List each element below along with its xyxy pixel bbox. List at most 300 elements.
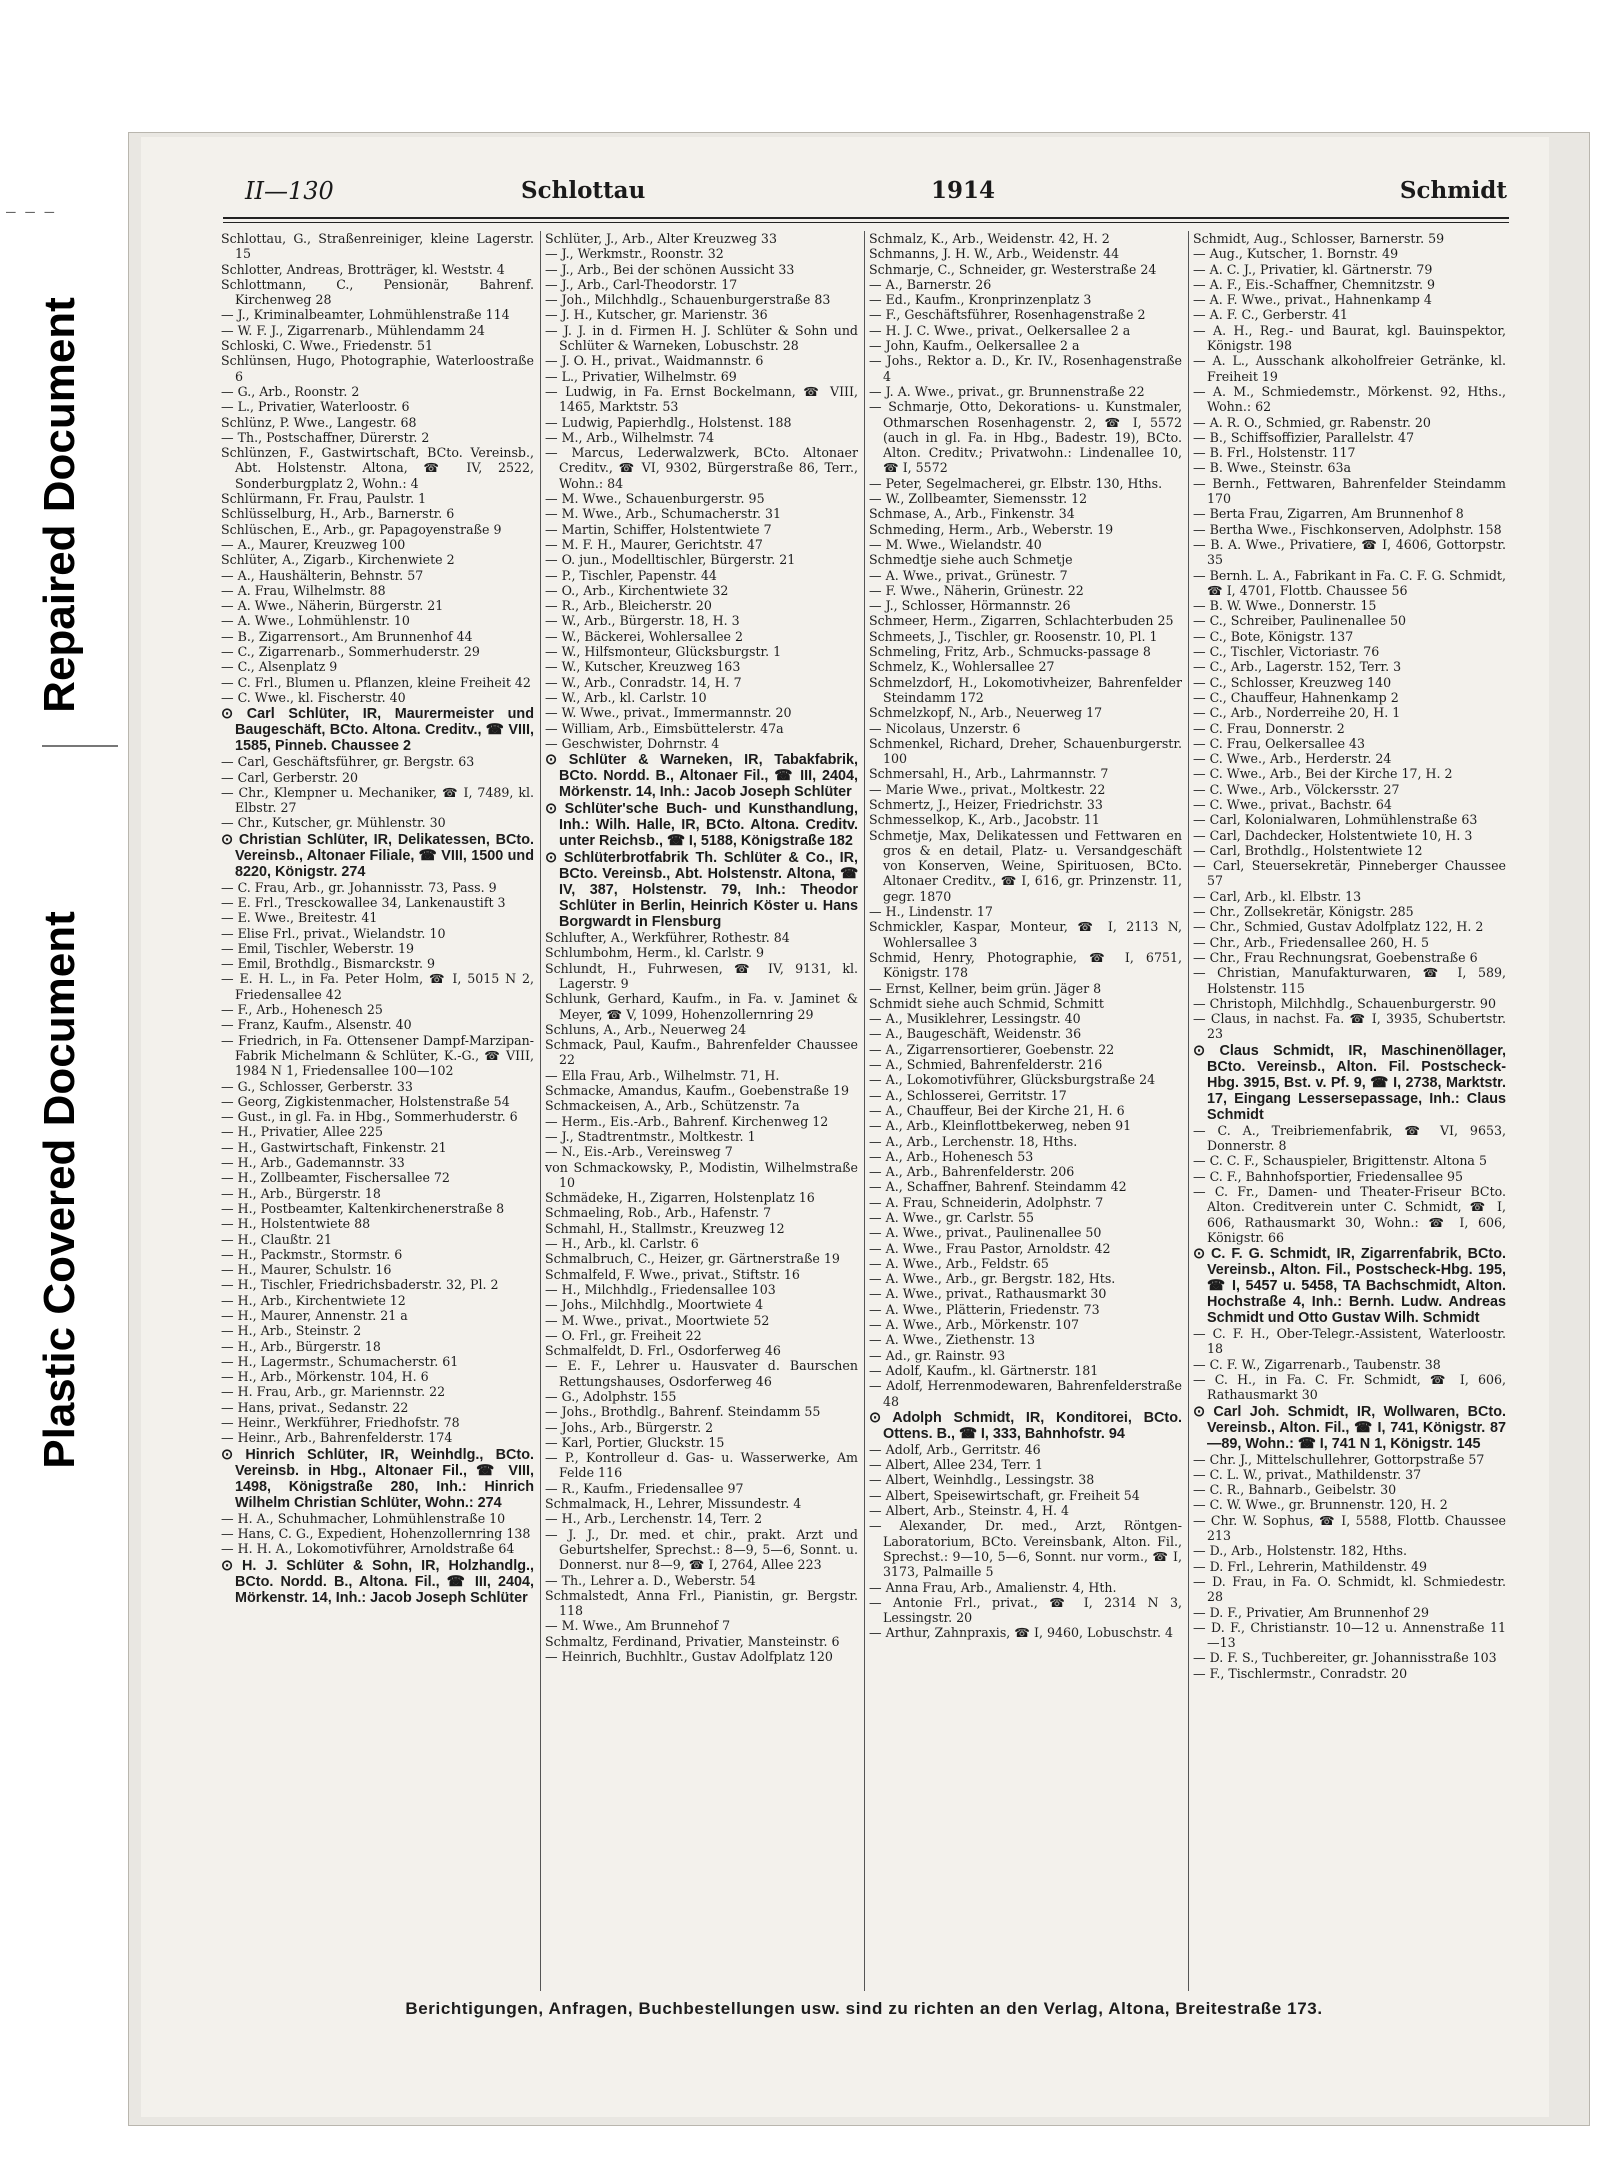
directory-entry: — A. L., Ausschank alkoholfreier Getränke, kl. Freiheit 19 [1193,353,1506,384]
directory-entry: — H., Arb., Bürgerstr. 18 [221,1338,381,1354]
directory-entry: — O. Frl., gr. Freiheit 22 [545,1327,702,1343]
directory-entry: Schmickler, Kaspar, Monteur, ☎ I, 2113 N, Wohlersallee 3 [869,919,1182,950]
directory-entry: — C., Bote, Königstr. 137 [1193,628,1354,644]
directory-entry: — H., Gastwirtschaft, Finkenstr. 21 [221,1139,447,1155]
directory-entry: — Claus, in nachst. Fa. ☎ I, 3935, Schubertstr. 23 [1193,1011,1506,1042]
directory-entry: — Chr., Schmied, Gustav Adolfplatz 122, H. 2 [1193,919,1484,935]
directory-entry: — A. C. J., Privatier, kl. Gärtnerstr. 79 [1193,261,1433,277]
directory-entry: — A., Schmied, Bahrenfelderstr. 216 [869,1057,1103,1073]
directory-entry: — M., Arb., Wilhelmstr. 74 [545,429,715,445]
last-surname: Schmidt [1399,177,1507,204]
directory-entry: — M. F. H., Maurer, Gerichtstr. 47 [545,536,763,552]
strip-dashes: – – – [6,202,55,221]
directory-entry: — R., Kaufm., Friedensallee 97 [545,1480,744,1496]
directory-entry: Schmelzdorf, H., Lokomotivheizer, Bahrenfelder Steindamm 172 [869,674,1182,705]
directory-entry: von Schmackowsky, P., Modistin, Wilhelmstraße 10 [545,1159,858,1190]
directory-entry: — C. Wwe., privat., Bachstr. 64 [1193,796,1392,812]
directory-entry: — C. Frau, Donnerstr. 2 [1193,720,1345,736]
directory-entry: — A. F. C., Gerberstr. 41 [1193,307,1348,323]
directory-entry: — C. A., Treibriemenfabrik, ☎ VI, 9653, Donnerstr. 8 [1193,1122,1506,1154]
directory-entry: — Bernh., Fettwaren, Bahrenfelder Steindamm 170 [1193,475,1506,507]
running-head [221,177,1507,213]
firm-entry: ⊙ Schlüterbrotfabrik Th. Schlüter & Co., IR, BCto. Vereinsb., Abt. Holstenstr. Altona, ☎ IV, 387, Holstenstr. 79, Inh.: Theodor Schlüter in Berlin, Heinrich Köster u. Hans Borgwardt in Flensburg [545,850,858,931]
directory-entry: — Chr., Frau Rechnungsrat, Goebenstraße 6 [1193,949,1478,965]
directory-entry: — E. H. L., in Fa. Peter Holm, ☎ I, 5015 N 2, Friedensallee 42 [221,971,534,1002]
directory-entry: — J., Arb., Bei der schönen Aussicht 33 [545,261,795,277]
directory-entry: — M. Wwe., privat., Moortwiete 52 [545,1312,770,1328]
directory-entry: Schlünz, P. Wwe., Langestr. 68 [221,414,417,430]
directory-entry: — C. F., Bahnhofsportier, Friedensallee 95 [1193,1168,1464,1184]
directory-entry: — Ludwig, in Fa. Ernst Bockelmann, ☎ VIII, 1465, Marktstr. 53 [545,383,858,415]
directory-entry: — Chr., Arb., Friedensallee 260, H. 5 [1193,934,1430,950]
directory-entry: — Heinr., Werkführer, Friedhofstr. 78 [221,1415,460,1431]
directory-entry: — B., Zigarrensort., Am Brunnenhof 44 [221,628,473,644]
directory-entry: — D. Frau, in Fa. O. Schmidt, kl. Schmiedestr. 28 [1193,1573,1506,1605]
directory-entry: — W., Arb., Conradstr. 14, H. 7 [545,674,742,690]
strip-separator [42,745,118,747]
directory-entry: — H., Arb., Bürgerstr. 18 [221,1185,381,1201]
directory-entry: — Marie Wwe., privat., Moltkestr. 22 [869,781,1106,797]
directory-entry: — Christoph, Milchhdlg., Schauenburgerstr. 90 [1193,995,1496,1011]
directory-entry: Schmid, Henry, Photographie, ☎ I, 6751, Königstr. 178 [869,949,1182,981]
directory-entry: — Albert, Arb., Steinstr. 4, H. 4 [869,1503,1069,1519]
repaired-document-label [0,175,120,835]
directory-entry: — P., Tischler, Papenstr. 44 [545,567,717,583]
directory-entry: Schmalstedt, Anna Frl., Pianistin, gr. Bergstr. 118 [545,1587,858,1619]
directory-entry: — H., Lindenstr. 17 [869,904,993,920]
directory-entry: — C., Arb., Norderreihe 20, H. 1 [1193,705,1401,721]
directory-entry: — Chr. J., Mittelschullehrer, Gottorpstraße 57 [1193,1451,1485,1467]
directory-entry: — A. Wwe., Frau Pastor, Arnoldstr. 42 [869,1240,1111,1256]
directory-entry: — Ed., Kaufm., Kronprinzenplatz 3 [869,292,1092,308]
directory-entry: Schmenkel, Richard, Dreher, Schauenburgerstr. 100 [869,735,1182,767]
directory-entry: — John, Kaufm., Oelkersallee 2 a [869,338,1080,354]
directory-entry: — E. Wwe., Breitestr. 41 [221,910,378,926]
header-rule [223,217,1509,219]
directory-entry: Schmarje, C., Schneider, gr. Westerstraße 24 [869,261,1157,277]
directory-entry: — J., Schlosser, Hörmannstr. 26 [869,598,1071,614]
directory-entry: Schmacke, Amandus, Kaufm., Goebenstraße 19 [545,1083,849,1099]
directory-entry: Schlüsselburg, H., Arb., Barnerstr. 6 [221,506,455,522]
directory-entry: Schmack, Paul, Kaufm., Bahrenfelder Chaussee 22 [545,1037,858,1068]
column-divider [540,231,541,1991]
directory-entry: — W., Bäckerei, Wohlersallee 2 [545,628,743,644]
directory-entry: — Ella Frau, Arb., Wilhelmstr. 71, H. [545,1067,780,1083]
directory-entry: Schlumbohm, Herm., kl. Carlstr. 9 [545,945,765,961]
directory-entry: Schlottmann, C., Pensionär, Bahrenf. Kirchenweg 28 [221,276,534,308]
directory-entry: — Heinrich, Buchhltr., Gustav Adolfplatz 120 [545,1649,833,1665]
scanned-page-frame [128,132,1590,2126]
directory-entry: — P., Kontrolleur d. Gas- u. Wasserwerke, Am Felde 116 [545,1450,858,1481]
directory-entry: — Ad., gr. Rainstr. 93 [869,1347,1006,1363]
directory-entry: — H., Lagermstr., Schumacherstr. 61 [221,1353,459,1369]
directory-entry: — H., Arb., Gademannstr. 33 [221,1155,405,1171]
directory-entry: Schmetje, Max, Delikatessen und Fettwaren en gros & en detail, Platz- u. Versandgeschäft von Konserven, Weine, Spirituosen, BCto. Altonaer Creditv., ☎ I, 616, gr. Prinzenstr. 11, gegr. 1870 [869,827,1182,904]
directory-entry: — Herm., Eis.-Arb., Bahrenf. Kirchenweg 12 [545,1113,829,1129]
directory-entry: — M. Wwe., Arb., Schumacherstr. 31 [545,506,782,522]
directory-entry: Schmahl, H., Stallmstr., Kreuzweg 12 [545,1220,785,1236]
directory-entry: — Carl, Kolonialwaren, Lohmühlenstraße 63 [1193,812,1478,828]
directory-entry: — Schmarje, Otto, Dekorations- u. Kunstmaler, Othmarschen Rosenhagenstr. 2, ☎ I, 5572 (auch in gl. Fa. in Hbg., Badestr. 19), BCto. Alton. Creditv.; Privatwohn.: Lindenallee 10, ☎ I, 5572 [869,399,1182,476]
directory-entry: — L., Privatier, Waterloostr. 6 [221,399,410,415]
plastic-covered-label [0,780,120,1600]
directory-entry: — O., Arb., Kirchentwiete 32 [545,582,729,598]
firm-entry: ⊙ C. F. G. Schmidt, IR, Zigarrenfabrik, BCto. Vereinsb., Alton. Fil., Postscheck-Hbg. 195, ☎ I, 5457 u. 5458, TA Bachschmidt, Alton. Hochstraße 4, Inh.: Bernh. Ludw. Andreas Schmidt und Otto Gustav Wilh. Schmidt [1193,1246,1506,1327]
directory-entry: — Adolf, Arb., Gerritstr. 46 [869,1441,1041,1457]
directory-entry: — H., Holstentwiete 88 [221,1216,371,1232]
directory-entry: — A., Lokomotivführer, Glücksburgstraße 24 [869,1072,1156,1088]
directory-entry: — A. Frau, Wilhelmstr. 88 [221,582,386,598]
directory-entry: — Nicolaus, Unzerstr. 6 [869,720,1021,736]
directory-entry: — H., Claußtr. 21 [221,1231,333,1247]
directory-entry: — L., Privatier, Wilhelmstr. 69 [545,368,737,384]
directory-entry: — D. F., Christianstr. 10—12 u. Annenstraße 11—13 [1193,1619,1506,1651]
directory-entry: — C., Alsenplatz 9 [221,659,338,675]
directory-entry: — A. Wwe., Arb., Mörkenstr. 107 [869,1317,1079,1333]
directory-entry: — H., Arb., Lerchenstr. 14, Terr. 2 [545,1511,763,1527]
directory-entry: — A. Wwe., Arb., gr. Bergstr. 182, Hts. [869,1271,1116,1287]
directory-entry: — J., Kriminalbeamter, Lohmühlenstraße 114 [221,307,510,323]
directory-entry: — C. R., Bahnarb., Geibelstr. 30 [1193,1482,1397,1498]
directory-entry: — G., Arb., Roonstr. 2 [221,383,360,399]
directory-entry: — A., Maurer, Kreuzweg 100 [221,536,406,552]
directory-entry: — W., Zollbeamter, Siemensstr. 12 [869,491,1088,507]
firm-entry: ⊙ H. J. Schlüter & Sohn, IR, Holzhandlg., BCto. Nordd. B., Altona. Fil., ☎ III, 2404, Mörkenstr. 14, Inh.: Jacob Joseph Schlüter [221,1557,534,1606]
directory-entry: Schmertz, J., Heizer, Friedrichstr. 33 [869,796,1103,812]
directory-entry: — A. Wwe., gr. Carlstr. 55 [869,1210,1034,1225]
directory-entry: — H., Privatier, Allee 225 [221,1124,384,1140]
directory-entry: — A. Wwe., Arb., Feldstr. 65 [869,1255,1049,1271]
directory-entry: — H., Maurer, Schulstr. 16 [221,1262,392,1278]
directory-entry: — C., Arb., Lagerstr. 152, Terr. 3 [1193,659,1402,675]
directory-entry: — J., Werkmstr., Roonstr. 32 [545,246,724,262]
directory-entry: — J. A. Wwe., privat., gr. Brunnenstraße 22 [869,383,1145,399]
directory-entry: — A. R. O., Schmied, gr. Rabenstr. 20 [1193,414,1431,430]
directory-entry: Schmädeke, H., Zigarren, Holstenplatz 16 [545,1190,815,1206]
directory-entry: — H., Arb., kl. Carlstr. 6 [545,1236,699,1252]
directory-entry: Schluns, A., Arb., Neuerweg 24 [545,1021,747,1037]
firm-entry: ⊙ Hinrich Schlüter, IR, Weinhdlg., BCto. Vereinsb. in Hbg., Altonaer Fil., ☎ VIII, 1498, Königstraße 280, Inh.: Hinrich Wilhelm Christian Schlüter, Wohn.: 274 [221,1446,534,1511]
column-2 [545,231,858,1991]
directory-year: 1914 [931,177,996,204]
directory-entry: — F., Arb., Hohenesch 25 [221,1002,383,1018]
directory-entry: — Hans, C. G., Expedient, Hohenzollernring 138 [221,1525,531,1541]
directory-entry: — A., Haushälterin, Behnstr. 57 [221,567,424,583]
directory-entry: — A., Arb., Bahrenfelderstr. 206 [869,1164,1075,1180]
directory-entry: Schmaeling, Rob., Arb., Hafenstr. 7 [545,1205,772,1221]
directory-entry: — D. F. S., Tuchbereiter, gr. Johannisstraße 103 [1193,1650,1497,1666]
directory-entry: — Johs., Rektor a. D., Kr. IV., Rosenhagenstraße 4 [869,353,1182,384]
directory-entry: — Berta Frau, Zigarren, Am Brunnenhof 8 [1193,506,1464,522]
firm-entry: ⊙ Schlüter'sche Buch- und Kunsthandlung, Inh.: Wilh. Halle, IR, BCto. Altona. Creditv. unter Reichsb., ☎ I, 5188, Königstraße 182 [545,801,858,850]
directory-entry: Schlüter, J., Arb., Alter Kreuzweg 33 [545,231,777,246]
plastic-covered-text: Plastic Covered Document [35,911,84,1469]
directory-entry: Schmedtje siehe auch Schmetje [869,552,1073,568]
column-divider [864,231,865,1991]
directory-entry: — F. Wwe., Näherin, Grünestr. 22 [869,582,1084,598]
directory-entry: — H. A., Schuhmacher, Lohmühlenstraße 10 [221,1510,506,1526]
directory-entry: — Ludwig, Papierhdlg., Holstenst. 188 [545,414,792,430]
directory-entry: — A. Wwe., privat., Grünestr. 7 [869,567,1068,583]
directory-entry: — W., Hilfsmonteur, Glücksburgstr. 1 [545,644,782,660]
directory-entry: Schmidt siehe auch Schmid, Schmitt [869,995,1104,1011]
directory-entry: — C. H., in Fa. C. Fr. Schmidt, ☎ I, 606, Rathausmarkt 30 [1193,1372,1506,1403]
directory-entry: — A. Wwe., Ziethenstr. 13 [869,1332,1036,1348]
directory-entry: — J. O. H., privat., Waidmannstr. 6 [545,353,764,369]
directory-entry: — Franz, Kaufm., Alsenstr. 40 [221,1017,412,1033]
directory-entry: — Chr., Klempner u. Mechaniker, ☎ I, 7489, kl. Elbstr. 27 [221,784,534,816]
directory-entry: Schmalfeldt, D. Frl., Osdorferweg 46 [545,1343,781,1359]
directory-entry: — Karl, Portier, Gluckstr. 15 [545,1434,725,1450]
directory-entry: Schlundt, H., Fuhrwesen, ☎ IV, 9131, kl. Lagerstr. 9 [545,960,858,991]
directory-entry: — Albert, Allee 234, Terr. 1 [869,1457,1043,1473]
directory-entry: — H. H. A., Lokomotivführer, Arnoldstraße 64 [221,1541,515,1557]
directory-entry: — Albert, Weinhdlg., Lessingstr. 38 [869,1472,1095,1488]
firm-entry: ⊙ Carl Joh. Schmidt, IR, Wollwaren, BCto. Vereinsb., Alton. Fil., ☎ I, 741, Königstr. 87—89, Wohn.: ☎ I, 741 N 1, Königstr. 145 [1193,1403,1506,1452]
directory-entry: — C. Frau, Arb., gr. Johannisstr. 73, Pass. 9 [221,879,497,895]
directory-entry: — D. Frl., Lehrerin, Mathildenstr. 49 [1193,1558,1428,1574]
directory-entry: — C., Schreiber, Paulinenallee 50 [1193,613,1406,629]
directory-entry: — C. F. H., Ober-Telegr.-Assistent, Waterloostr. 18 [1193,1326,1506,1357]
directory-entry: — J. J. in d. Firmen H. J. Schlüter & Sohn und Schlüter & Warneken, Lobuschstr. 28 [545,322,858,354]
directory-entry: — Carl, Gerberstr. 20 [221,769,359,785]
directory-entry: Schmesselkop, K., Arb., Jacobstr. 11 [869,812,1100,828]
directory-entry: — Hans, privat., Sedanstr. 22 [221,1399,409,1415]
directory-entry: Schlottau, G., Straßenreiniger, kleine Lagerstr. 15 [221,231,534,262]
directory-entry: Schmase, A., Arb., Finkenstr. 34 [869,506,1075,522]
directory-entry: Schmeding, Herm., Arb., Weberstr. 19 [869,521,1114,537]
directory-entry: Schloski, C. Wwe., Friedenstr. 51 [221,338,433,354]
directory-entry: — Georg, Zigkistenmacher, Holstenstraße 54 [221,1093,510,1109]
directory-entry: — B., Schiffsoffizier, Parallelstr. 47 [1193,429,1415,445]
directory-entry: — D. F., Privatier, Am Brunnenhof 29 [1193,1604,1429,1620]
directory-entry: — F., Geschäftsführer, Rosenhagenstraße 2 [869,307,1146,323]
directory-entry: — J. J., Dr. med. et chir., prakt. Arzt und Geburtshelfer, Sprechst.: 8—9, 5—6, Sonnt. u. Donnerst. nur 8—9, ☎ I, 2764, Allee 223 [545,1526,858,1573]
directory-entry: — H., Tischler, Friedrichsbaderstr. 32, Pl. 2 [221,1277,499,1293]
directory-entry: — Chr. W. Sophus, ☎ I, 5588, Flottb. Chaussee 213 [1193,1512,1506,1544]
repaired-document-text: Repaired Document [35,297,85,713]
directory-entry: — Johs., Arb., Bürgerstr. 2 [545,1419,714,1435]
directory-entry: — A., Arb., Hohenesch 53 [869,1148,1034,1164]
directory-entry: — H., Maurer, Annenstr. 21 a [221,1308,408,1323]
directory-entry: — C., Zigarrenarb., Sommerhuderstr. 29 [221,644,480,660]
directory-entry: — A., Barnerstr. 26 [869,276,992,292]
firm-entry: ⊙ Claus Schmidt, IR, Maschinenöllager, BCto. Vereinsb., Alton. Fil. Postscheck-Hbg. 3915, Bst. v. Pf. 9, ☎ I, 2738, Marktstr. 17, Eingang Lessersepassage, Inh.: Claus Schmidt [1193,1042,1506,1123]
directory-entry: — Chr., Kutscher, gr. Mühlenstr. 30 [221,815,446,831]
directory-entry: — A. H., Reg.- und Baurat, kgl. Bauinspektor, Königstr. 198 [1193,322,1506,354]
directory-entry: — H., Zollbeamter, Fischersallee 72 [221,1170,450,1186]
directory-entry: — Arthur, Zahnpraxis, ☎ I, 9460, Lobuschstr. 4 [869,1625,1173,1641]
directory-entry: — B. A. Wwe., Privatiere, ☎ I, 4606, Gottorpstr. 35 [1193,536,1506,568]
directory-entry: Schlünzen, F., Gastwirtschaft, BCto. Vereinsb., Abt. Holstenstr. Altona, ☎ IV, 2522, Sonderburgplatz 2, Wohn.: 4 [221,445,534,491]
directory-entry: — Alexander, Dr. med., Arzt, Röntgen-Laboratorium, BCto. Vereinsbank, Alton. Fil., Sprechst.: 9—10, 5—6, Sonnt. nur vorm., ☎ I, 3173, Palmaille 5 [869,1518,1182,1580]
directory-entry: — D., Arb., Holstenstr. 182, Hths. [1193,1543,1407,1559]
directory-entry: — M. Wwe., Am Brunnehof 7 [545,1618,731,1634]
directory-entry: — A., Zigarrensortierer, Goebenstr. 22 [869,1041,1115,1057]
directory-entry: — M. Wwe., Schauenburgerstr. 95 [545,491,765,507]
directory-entry: Schmeer, Herm., Zigarren, Schlachterbuden 25 [869,613,1174,629]
directory-entry: — Gust., in gl. Fa. in Hbg., Sommerhuderstr. 6 [221,1109,518,1125]
directory-entry: — Joh., Milchhdlg., Schauenburgerstraße 83 [545,292,831,308]
directory-entry: Schlünsen, Hugo, Photographie, Waterloostraße 6 [221,353,534,384]
directory-entry: Schlüschen, E., Arb., gr. Papagoyenstraße 9 [221,521,502,537]
directory-entry: — A., Musiklehrer, Lessingstr. 40 [869,1011,1081,1027]
directory-entry: — C., Tischler, Victoriastr. 76 [1193,644,1380,660]
directory-entry: — G., Schlosser, Gerberstr. 33 [221,1078,413,1094]
directory-entry: — H., Packmstr., Stormstr. 6 [221,1246,403,1262]
directory-entry: — Friedrich, in Fa. Ottensener Dampf-Marzipan-Fabrik Michelmann & Schlüter, K.-G., ☎ VIII, 1984 N 1, Friedensallee 100—102 [221,1032,534,1079]
directory-entry: — C. W. Wwe., gr. Brunnenstr. 120, H. 2 [1193,1497,1448,1513]
directory-entry: — Martin, Schiffer, Holstentwiete 7 [545,521,772,537]
directory-entry: — Adolf, Kaufm., kl. Gärtnerstr. 181 [869,1362,1099,1378]
column-1 [221,231,534,1991]
directory-entry: — W. Wwe., privat., Immermannstr. 20 [545,705,792,721]
directory-entry: Schmalmack, H., Lehrer, Missundestr. 4 [545,1496,802,1512]
directory-entry: — R., Arb., Bleicherstr. 20 [545,598,712,614]
directory-entry: — Elise Frl., privat., Wielandstr. 10 [221,925,446,941]
side-strip [0,80,120,2120]
directory-entry: — Johs., Brothdlg., Bahrenf. Steindamm 55 [545,1404,821,1420]
directory-entry: Schmalfeld, F. Wwe., privat., Stiftstr. 16 [545,1266,800,1282]
directory-entry: — N., Eis.-Arb., Vereinsweg 7 [545,1144,733,1160]
page-number: II—130 [245,177,334,205]
directory-entry: — A. M., Schmiedemstr., Mörkenst. 92, Hths., Wohn.: 62 [1193,383,1506,415]
directory-entry: — C. C. F., Schauspieler, Brigittenstr. Altona 5 [1193,1153,1487,1169]
directory-entry: — Albert, Speisewirtschaft, gr. Freiheit 54 [869,1487,1140,1503]
directory-entry: — Bernh. L. A., Fabrikant in Fa. C. F. G. Schmidt, ☎ I, 4701, Flottb. Chaussee 56 [1193,567,1506,598]
directory-entry: — Th., Lehrer a. D., Weberstr. 54 [545,1572,756,1588]
directory-entry: — H. J. C. Wwe., privat., Oelkersallee 2 a [869,322,1131,338]
publisher-footer: Berichtigungen, Anfragen, Buchbestellungen usw. sind zu richten an den Verlag, Altona, Breitestraße 173. [405,1999,1323,2018]
directory-entry: — H., Arb., Steinstr. 2 [221,1323,362,1339]
directory-entry: — Carl, Steuersekretär, Pinneberger Chaussee 57 [1193,858,1506,889]
directory-entry: — H. Frau, Arb., gr. Mariennstr. 22 [221,1384,446,1400]
directory-entry: Schlotter, Andreas, Brotträger, kl. Weststr. 4 [221,261,505,277]
directory-entry: — C. Wwe., Arb., Bei der Kirche 17, H. 2 [1193,766,1453,782]
directory-entry: — Adolf, Herrenmodewaren, Bahrenfelderstraße 48 [869,1378,1182,1409]
directory-entry: Schmeets, J., Tischler, gr. Roosenstr. 10, Pl. 1 [869,628,1158,644]
directory-entry: — C. L. W., privat., Mathildenstr. 37 [1193,1466,1422,1482]
directory-entry: — C. Wwe., Arb., Völckersstr. 27 [1193,781,1400,797]
directory-page [141,137,1549,2117]
directory-entry: — A., Schaffner, Bahrenf. Steindamm 42 [869,1179,1127,1195]
directory-entry: — A., Baugeschäft, Weidenstr. 36 [869,1026,1082,1042]
directory-entry: — E. Frl., Tresckowallee 34, Lankenaustift 3 [221,894,506,910]
directory-entry: — G., Adolphstr. 155 [545,1389,677,1404]
directory-entry: — W. F. J., Zigarrenarb., Mühlendamm 24 [221,322,485,338]
column-4 [1193,231,1506,1991]
directory-entry: Schmalz, K., Arb., Weidenstr. 42, H. 2 [869,231,1110,246]
directory-entry: — J., Arb., Carl-Theodorstr. 17 [545,276,738,292]
directory-entry: — B. Wwe., Steinstr. 63a [1193,460,1352,476]
directory-entry: Schmeling, Fritz, Arb., Schmucks-passage 8 [869,644,1151,660]
directory-entry: — A. Wwe., Lohmühlenstr. 10 [221,613,410,629]
directory-entry: Schmersahl, H., Arb., Lahrmannstr. 7 [869,766,1109,782]
directory-entry: — A. Wwe., Plätterin, Friedenstr. 73 [869,1301,1100,1317]
directory-entry: — Emil, Brothdlg., Bismarckstr. 9 [221,956,436,972]
directory-entry: — Chr., Zollsekretär, Königstr. 285 [1193,904,1414,920]
directory-columns [221,231,1507,1991]
directory-entry: — Ernst, Kellner, beim grün. Jäger 8 [869,980,1102,996]
firm-entry: ⊙ Christian Schlüter, IR, Delikatessen, BCto. Vereinsb., Altonaer Filiale, ☎ VIII, 1500 und 8220, Königstr. 274 [221,831,534,880]
directory-entry: Schlürmann, Fr. Frau, Paulstr. 1 [221,491,427,507]
directory-entry: — J., Stadtrentmstr., Moltkestr. 1 [545,1128,756,1144]
directory-entry: Schmanns, J. H. W., Arb., Weidenstr. 44 [869,246,1120,262]
directory-entry: Schlunk, Gerhard, Kaufm., in Fa. v. Jaminet & Meyer, ☎ V, 1099, Hohenzollernring 29 [545,991,858,1022]
directory-entry: — M. Wwe., Wielandstr. 40 [869,536,1042,552]
directory-entry: — A. Frau, Schneiderin, Adolphstr. 7 [869,1194,1104,1210]
directory-entry: — A. F., Eis.-Schaffner, Chemnitzstr. 9 [1193,276,1436,292]
directory-entry: Schmackeisen, A., Arb., Schützenstr. 7a [545,1098,800,1114]
directory-entry: — C., Chauffeur, Hahnenkamp 2 [1193,689,1399,705]
directory-entry: — W., Arb., Bürgerstr. 18, H. 3 [545,613,740,629]
directory-entry: Schlüter, A., Zigarb., Kirchenwiete 2 [221,552,455,568]
directory-entry: Schmaltz, Ferdinand, Privatier, Mansteinstr. 6 [545,1633,840,1649]
directory-entry: — A. Wwe., privat., Rathausmarkt 30 [869,1286,1107,1302]
directory-entry: Schlufter, A., Werkführer, Rothestr. 84 [545,930,790,946]
directory-entry: — A., Schlosserei, Gerritstr. 17 [869,1087,1067,1103]
directory-entry: — Heinr., Arb., Bahrenfelderstr. 174 [221,1430,453,1446]
directory-entry: — W., Kutscher, Kreuzweg 163 [545,659,741,675]
directory-entry: — William, Arb., Eimsbüttelerstr. 47a [545,720,784,736]
directory-entry: — Carl, Arb., kl. Elbstr. 13 [1193,888,1362,904]
directory-entry: — J. H., Kutscher, gr. Marienstr. 36 [545,307,768,323]
directory-entry: — A. Wwe., Näherin, Bürgerstr. 21 [221,598,444,614]
directory-entry: — Th., Postschaffner, Dürerstr. 2 [221,429,430,445]
directory-entry: — H., Milchhdlg., Friedensallee 103 [545,1281,776,1297]
column-3 [869,231,1182,1991]
directory-entry: — B. Frl., Holstenstr. 117 [1193,445,1356,461]
directory-entry: — Aug., Kutscher, 1. Bornstr. 49 [1193,246,1399,262]
directory-entry: — C. Wwe., kl. Fischerstr. 40 [221,689,406,705]
directory-entry: — A. F. Wwe., privat., Hahnenkamp 4 [1193,292,1432,308]
directory-entry: — H., Arb., Mörkenstr. 104, H. 6 [221,1369,429,1385]
first-surname: Schlottau [521,177,646,204]
directory-entry: — A., Arb., Lerchenstr. 18, Hths. [869,1133,1078,1149]
directory-entry: — Peter, Segelmacherei, gr. Elbstr. 130, Hths. [869,475,1163,491]
directory-entry: Schmelz, K., Wohlersallee 27 [869,659,1055,675]
directory-entry: — C., Schlosser, Kreuzweg 140 [1193,674,1392,690]
directory-entry: Schmidt, Aug., Schlosser, Barnerstr. 59 [1193,231,1445,246]
directory-entry: — E. F., Lehrer u. Hausvater d. Baurschen Rettungshauses, Osdorferweg 46 [545,1358,858,1389]
header-rule-thin [223,222,1509,223]
directory-entry: — C. Wwe., Arb., Herderstr. 24 [1193,751,1392,767]
directory-entry: — A., Chauffeur, Bei der Kirche 21, H. 6 [869,1102,1125,1118]
firm-entry: ⊙ Carl Schlüter, IR, Maurermeister und Baugeschäft, BCto. Altona. Creditv., ☎ VIII, 1585, Pinneb. Chaussee 2 [221,706,534,755]
directory-entry: — C. Fr., Damen- und Theater-Friseur BCto. Alton. Creditverein unter C. Schmidt, ☎ I, 606, Rathausmarkt 30, Wohn.: ☎ I, 606, Königstr. 66 [1193,1183,1506,1245]
firm-entry: ⊙ Schlüter & Warneken, IR, Tabakfabrik, BCto. Nordd. B., Altonaer Fil., ☎ III, 2404, Mörkenstr. 14, Inh.: Jacob Joseph Schlüter [545,752,858,801]
directory-entry: — Bertha Wwe., Fischkonserven, Adolphstr. 158 [1193,521,1502,537]
directory-entry: — Emil, Tischler, Weberstr. 19 [221,940,415,956]
directory-entry: — A. Wwe., privat., Paulinenallee 50 [869,1225,1102,1241]
directory-entry: — W., Arb., kl. Carlstr. 10 [545,689,707,705]
directory-entry: — Antonie Frl., privat., ☎ I, 2314 N 3, Lessingstr. 20 [869,1594,1182,1626]
directory-entry: — Anna Frau, Arb., Amalienstr. 4, Hth. [869,1579,1117,1595]
directory-entry: — Carl, Brothdlg., Holstentwiete 12 [1193,842,1423,858]
directory-entry: — C. Frl., Blumen u. Pflanzen, kleine Freiheit 42 [221,674,531,690]
directory-entry: — Carl, Geschäftsführer, gr. Bergstr. 63 [221,754,475,770]
directory-entry: — Carl, Dachdecker, Holstentwiete 10, H. 3 [1193,827,1473,843]
directory-entry: — F., Tischlermstr., Conradstr. 20 [1193,1665,1408,1681]
directory-entry: — Geschwister, Dohrnstr. 4 [545,735,720,751]
directory-entry: — O. jun., Modelltischler, Bürgerstr. 21 [545,552,796,568]
directory-entry: — C. Frau, Oelkersallee 43 [1193,735,1366,751]
directory-entry: — A., Arb., Kleinflottbekerweg, neben 91 [869,1118,1132,1134]
column-divider [1188,231,1189,1991]
directory-entry: Schmelzkopf, N., Arb., Neuerweg 17 [869,705,1103,721]
firm-entry: ⊙ Adolph Schmidt, IR, Konditorei, BCto. Ottens. B., ☎ I, 333, Bahnhofstr. 94 [869,1409,1182,1442]
directory-entry: — Johs., Milchhdlg., Moortwiete 4 [545,1297,764,1313]
